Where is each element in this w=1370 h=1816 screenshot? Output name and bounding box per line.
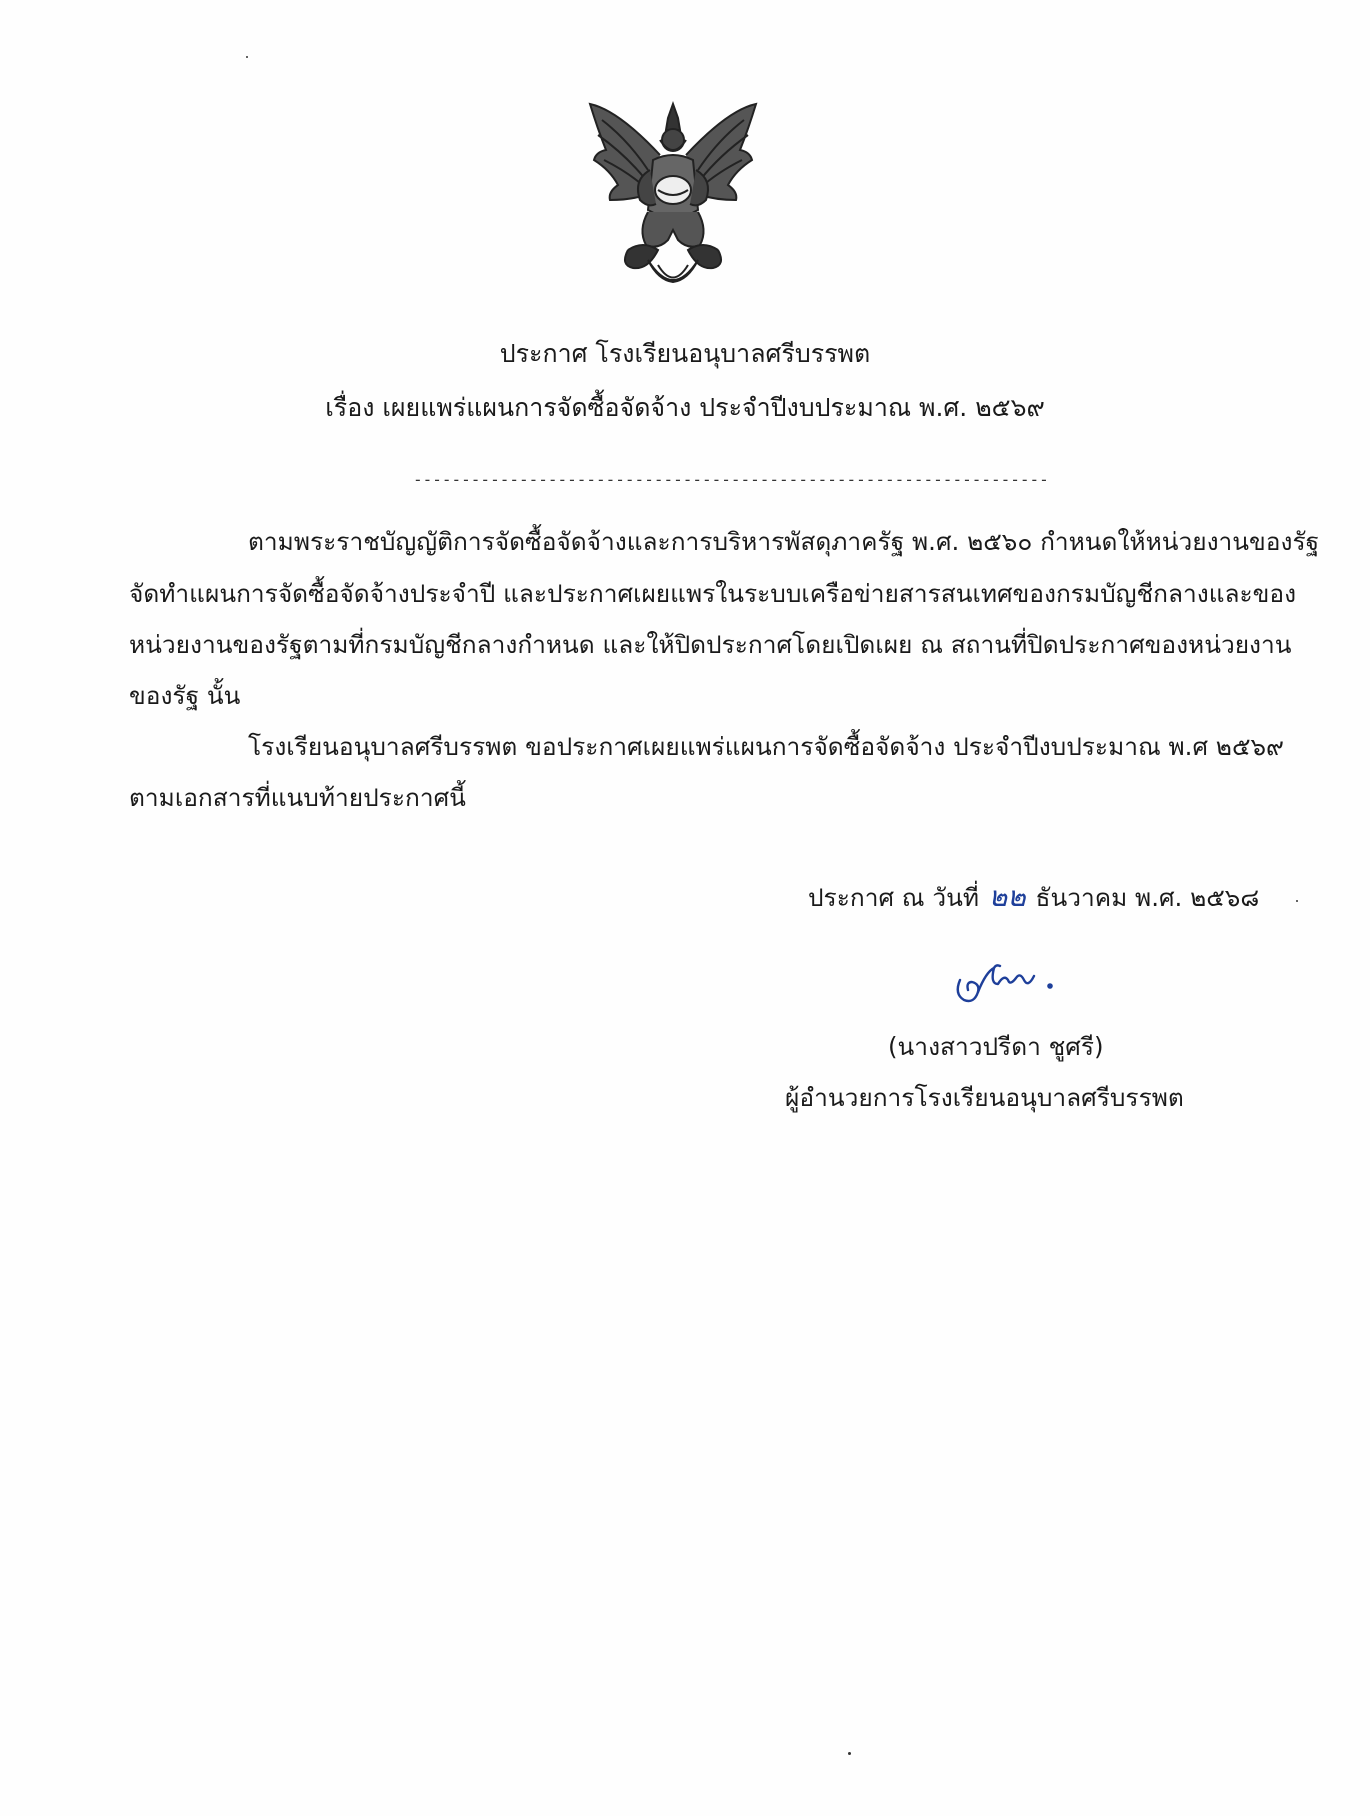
body-paragraph-line: โรงเรียนอนุบาลศรีบรรพต ขอประกาศเผยแพร่แผนการจัดซื้อจัดจ้าง ประจำปีงบประมาณ พ.ศ ๒๕๖๙ bbox=[248, 732, 1284, 761]
garuda-emblem-icon bbox=[588, 100, 758, 300]
signer-position: ผู้อำนวยการโรงเรียนอนุบาลศรีบรรพต bbox=[785, 1083, 1184, 1112]
body-paragraph-line: จัดทำแผนการจัดซื้อจัดจ้างประจำปี และประกาศเผยแพรในระบบเครือข่ายสารสนเทศของกรมบัญชีกลางและของ bbox=[129, 579, 1297, 608]
scan-speck bbox=[848, 1752, 851, 1755]
date-prefix: ประกาศ ณ วันที่ bbox=[808, 883, 979, 912]
scan-speck bbox=[1296, 900, 1298, 902]
date-day-handwritten: ๒๒ bbox=[988, 880, 1026, 913]
body-paragraph-line: หน่วยงานของรัฐตามที่กรมบัญชีกลางกำหนด และให้ปิดประกาศโดยเปิดเผย ณ สถานที่ปิดประกาศของหน่วยงาน bbox=[129, 630, 1292, 659]
announcement-heading: ประกาศ โรงเรียนอนุบาลศรีบรรพต bbox=[499, 339, 871, 368]
body-paragraph-line: ของรัฐ นั้น bbox=[129, 681, 241, 710]
date-suffix: ธันวาคม พ.ศ. ๒๕๖๘ bbox=[1035, 883, 1260, 912]
signature-icon bbox=[950, 960, 1060, 1010]
signer-name: (นางสาวปรีดา ชูศรี) bbox=[888, 1032, 1104, 1061]
scan-speck bbox=[246, 56, 248, 58]
announcement-subject: เรื่อง เผยแพร่แผนการจัดซื้อจัดจ้าง ประจำปีงบประมาณ พ.ศ. ๒๕๖๙ bbox=[325, 393, 1045, 422]
divider-line: ------------------------------------------------------------------ bbox=[413, 470, 1049, 489]
announcement-date bbox=[808, 880, 1259, 915]
body-paragraph-line: ตามเอกสารที่แนบท้ายประกาศนี้ bbox=[129, 783, 466, 812]
body-paragraph-line: ตามพระราชบัญญัติการจัดซื้อจัดจ้างและการบริหารพัสดุภาครัฐ พ.ศ. ๒๕๖๐ กำหนดให้หน่วยงานของรัฐ bbox=[248, 527, 1320, 556]
